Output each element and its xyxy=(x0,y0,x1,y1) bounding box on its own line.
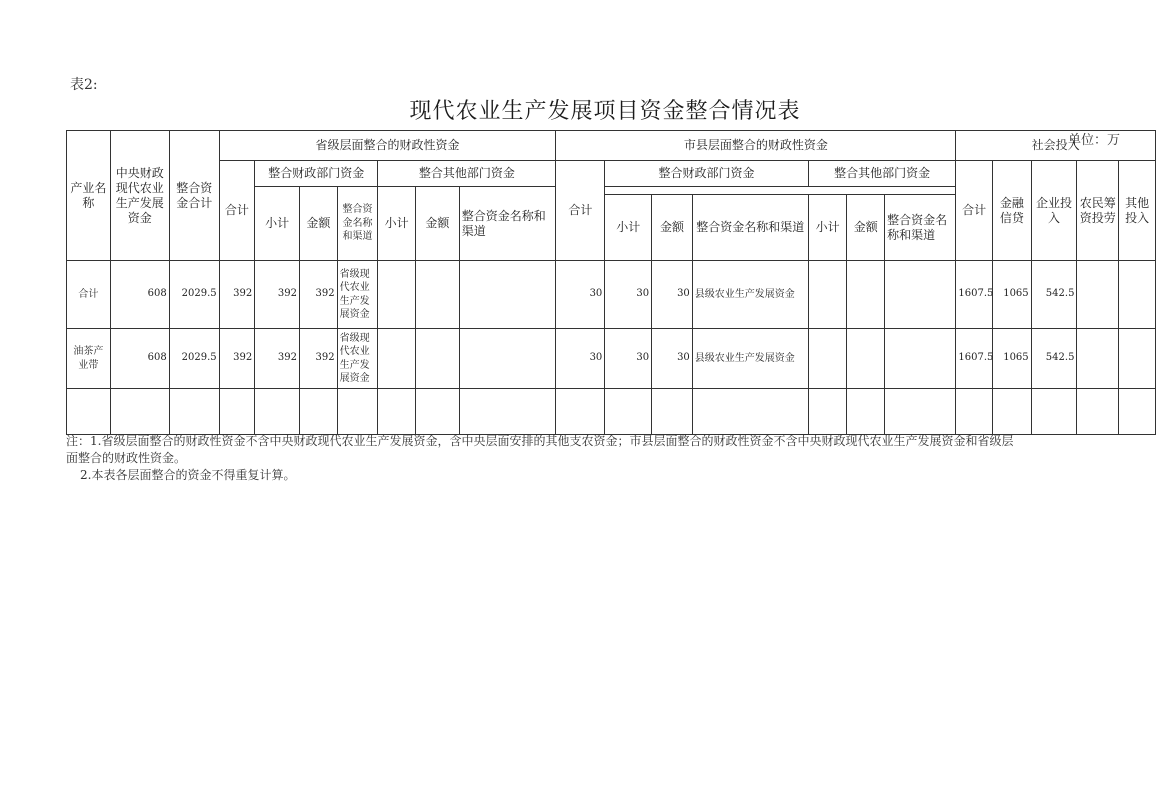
empty-cell xyxy=(67,389,111,435)
footnotes xyxy=(66,433,1120,484)
cell-prov-oth-subtotal xyxy=(378,261,416,329)
empty-cell xyxy=(1077,389,1119,435)
cell-prov-fin-name: 省级现代农业生产发展资金 xyxy=(337,329,378,389)
col-central-funds: 中央财政现代农业生产发展资金 xyxy=(110,131,169,261)
note-line-1: 注：1.省级层面整合的财政性资金不含中央财政现代农业生产发展资金，含中央层面安排的其他支农资金；市县层面整合的财政性资金不含中央财政现代农业生产发展资金和省级层 xyxy=(66,434,1014,448)
cell-soc-farmer xyxy=(1077,261,1119,329)
group-city-other-dept: 整合其他部门资金 xyxy=(808,161,956,187)
empty-cell xyxy=(956,389,993,435)
cell-prov-oth-name xyxy=(459,329,556,389)
group-city-finance-dept: 整合财政部门资金 xyxy=(605,161,809,187)
header-row-1 xyxy=(67,131,1156,161)
cell-city-fin-amount: 30 xyxy=(652,329,693,389)
cell-industry: 合计 xyxy=(67,261,111,329)
empty-cell xyxy=(847,389,885,435)
col-city-oth-name-channel: 整合资金名称和渠道 xyxy=(885,195,956,261)
col-soc-other: 其他投入 xyxy=(1119,161,1156,261)
cell-prov-fin-amount: 392 xyxy=(300,329,338,389)
cell-city-oth-amount xyxy=(847,261,885,329)
col-city-fin-amount: 金额 xyxy=(652,195,693,261)
col-prov-total: 合计 xyxy=(219,161,255,261)
empty-cell xyxy=(692,389,808,435)
empty-cell xyxy=(1031,389,1077,435)
col-city-oth-subtotal: 小计 xyxy=(808,195,847,261)
cell-prov-fin-name: 省级现代农业生产发展资金 xyxy=(337,261,378,329)
cell-prov-oth-subtotal xyxy=(378,329,416,389)
col-soc-total: 合计 xyxy=(956,161,993,261)
header-spacer xyxy=(605,187,956,195)
cell-city-total: 30 xyxy=(556,261,605,329)
empty-cell xyxy=(652,389,693,435)
cell-prov-oth-amount xyxy=(415,329,459,389)
cell-prov-oth-amount xyxy=(415,261,459,329)
col-industry-name: 产业名称 xyxy=(67,131,111,261)
col-city-fin-name-channel: 整合资金名称和渠道 xyxy=(692,195,808,261)
cell-soc-credit: 1065 xyxy=(993,329,1032,389)
note-line-3: 2.本表各层面整合的资金不得重复计算。 xyxy=(80,468,296,482)
table-row xyxy=(67,329,1156,389)
empty-cell xyxy=(255,389,300,435)
col-city-oth-amount: 金额 xyxy=(847,195,885,261)
col-soc-enterprise: 企业投入 xyxy=(1031,161,1077,261)
cell-soc-other xyxy=(1119,261,1156,329)
cell-city-fin-subtotal: 30 xyxy=(605,261,652,329)
cell-prov-total: 392 xyxy=(219,261,255,329)
cell-soc-credit: 1065 xyxy=(993,261,1032,329)
cell-soc-enterprise: 542.5 xyxy=(1031,261,1077,329)
cell-soc-total: 1607.5 xyxy=(956,261,993,329)
empty-cell xyxy=(169,389,219,435)
col-prov-oth-name-channel: 整合资金名称和渠道 xyxy=(459,187,556,261)
col-soc-finance-credit: 金融信贷 xyxy=(993,161,1032,261)
table-row-empty xyxy=(67,389,1156,435)
cell-soc-farmer xyxy=(1077,329,1119,389)
cell-city-fin-name: 县级农业生产发展资金 xyxy=(692,261,808,329)
col-city-total: 合计 xyxy=(556,161,605,261)
group-provincial: 省级层面整合的财政性资金 xyxy=(219,131,556,161)
col-prov-fin-name-channel: 整合资金名称和渠道 xyxy=(337,187,378,261)
empty-cell xyxy=(1119,389,1156,435)
cell-soc-total: 1607.5 xyxy=(956,329,993,389)
funding-integration-table xyxy=(66,130,1156,435)
funding-table-wrapper xyxy=(66,130,1150,436)
col-soc-farmer: 农民筹资投劳 xyxy=(1077,161,1119,261)
cell-city-oth-name xyxy=(885,329,956,389)
cell-prov-oth-name xyxy=(459,261,556,329)
cell-city-fin-name: 县级农业生产发展资金 xyxy=(692,329,808,389)
cell-soc-enterprise: 542.5 xyxy=(1031,329,1077,389)
cell-prov-total: 392 xyxy=(219,329,255,389)
empty-cell xyxy=(808,389,847,435)
table-row xyxy=(67,261,1156,329)
col-prov-oth-amount: 金额 xyxy=(415,187,459,261)
cell-total: 2029.5 xyxy=(169,261,219,329)
note-line-2: 面整合的财政性资金。 xyxy=(66,451,187,465)
cell-city-fin-amount: 30 xyxy=(652,261,693,329)
cell-prov-fin-subtotal: 392 xyxy=(255,329,300,389)
col-prov-fin-subtotal: 小计 xyxy=(255,187,300,261)
empty-cell xyxy=(556,389,605,435)
cell-soc-other xyxy=(1119,329,1156,389)
cell-central: 608 xyxy=(110,329,169,389)
empty-cell xyxy=(110,389,169,435)
document-title: 现代农业生产发展项目资金整合情况表 xyxy=(409,99,801,124)
table-label: 表2: xyxy=(70,77,98,93)
cell-city-oth-name xyxy=(885,261,956,329)
cell-prov-fin-subtotal: 392 xyxy=(255,261,300,329)
cell-city-oth-subtotal xyxy=(808,261,847,329)
empty-cell xyxy=(378,389,416,435)
cell-city-oth-subtotal xyxy=(808,329,847,389)
cell-prov-fin-amount: 392 xyxy=(300,261,338,329)
empty-cell xyxy=(337,389,378,435)
header-row-2 xyxy=(67,161,1156,187)
cell-total: 2029.5 xyxy=(169,329,219,389)
group-social: 社会投入 xyxy=(956,131,1156,161)
group-city-county: 市县层面整合的财政性资金 xyxy=(556,131,956,161)
empty-cell xyxy=(459,389,556,435)
empty-cell xyxy=(605,389,652,435)
group-prov-finance-dept: 整合财政部门资金 xyxy=(255,161,378,187)
col-prov-fin-amount: 金额 xyxy=(300,187,338,261)
cell-city-oth-amount xyxy=(847,329,885,389)
cell-city-total: 30 xyxy=(556,329,605,389)
col-prov-oth-subtotal: 小计 xyxy=(378,187,416,261)
unit-label: 单位：万 xyxy=(1068,133,1121,148)
empty-cell xyxy=(300,389,338,435)
cell-central: 608 xyxy=(110,261,169,329)
group-prov-other-dept: 整合其他部门资金 xyxy=(378,161,556,187)
cell-city-fin-subtotal: 30 xyxy=(605,329,652,389)
cell-industry: 油茶产业带 xyxy=(67,329,111,389)
col-city-fin-subtotal: 小计 xyxy=(605,195,652,261)
empty-cell xyxy=(885,389,956,435)
empty-cell xyxy=(993,389,1032,435)
col-integrated-total: 整合资金合计 xyxy=(169,131,219,261)
empty-cell xyxy=(415,389,459,435)
empty-cell xyxy=(219,389,255,435)
